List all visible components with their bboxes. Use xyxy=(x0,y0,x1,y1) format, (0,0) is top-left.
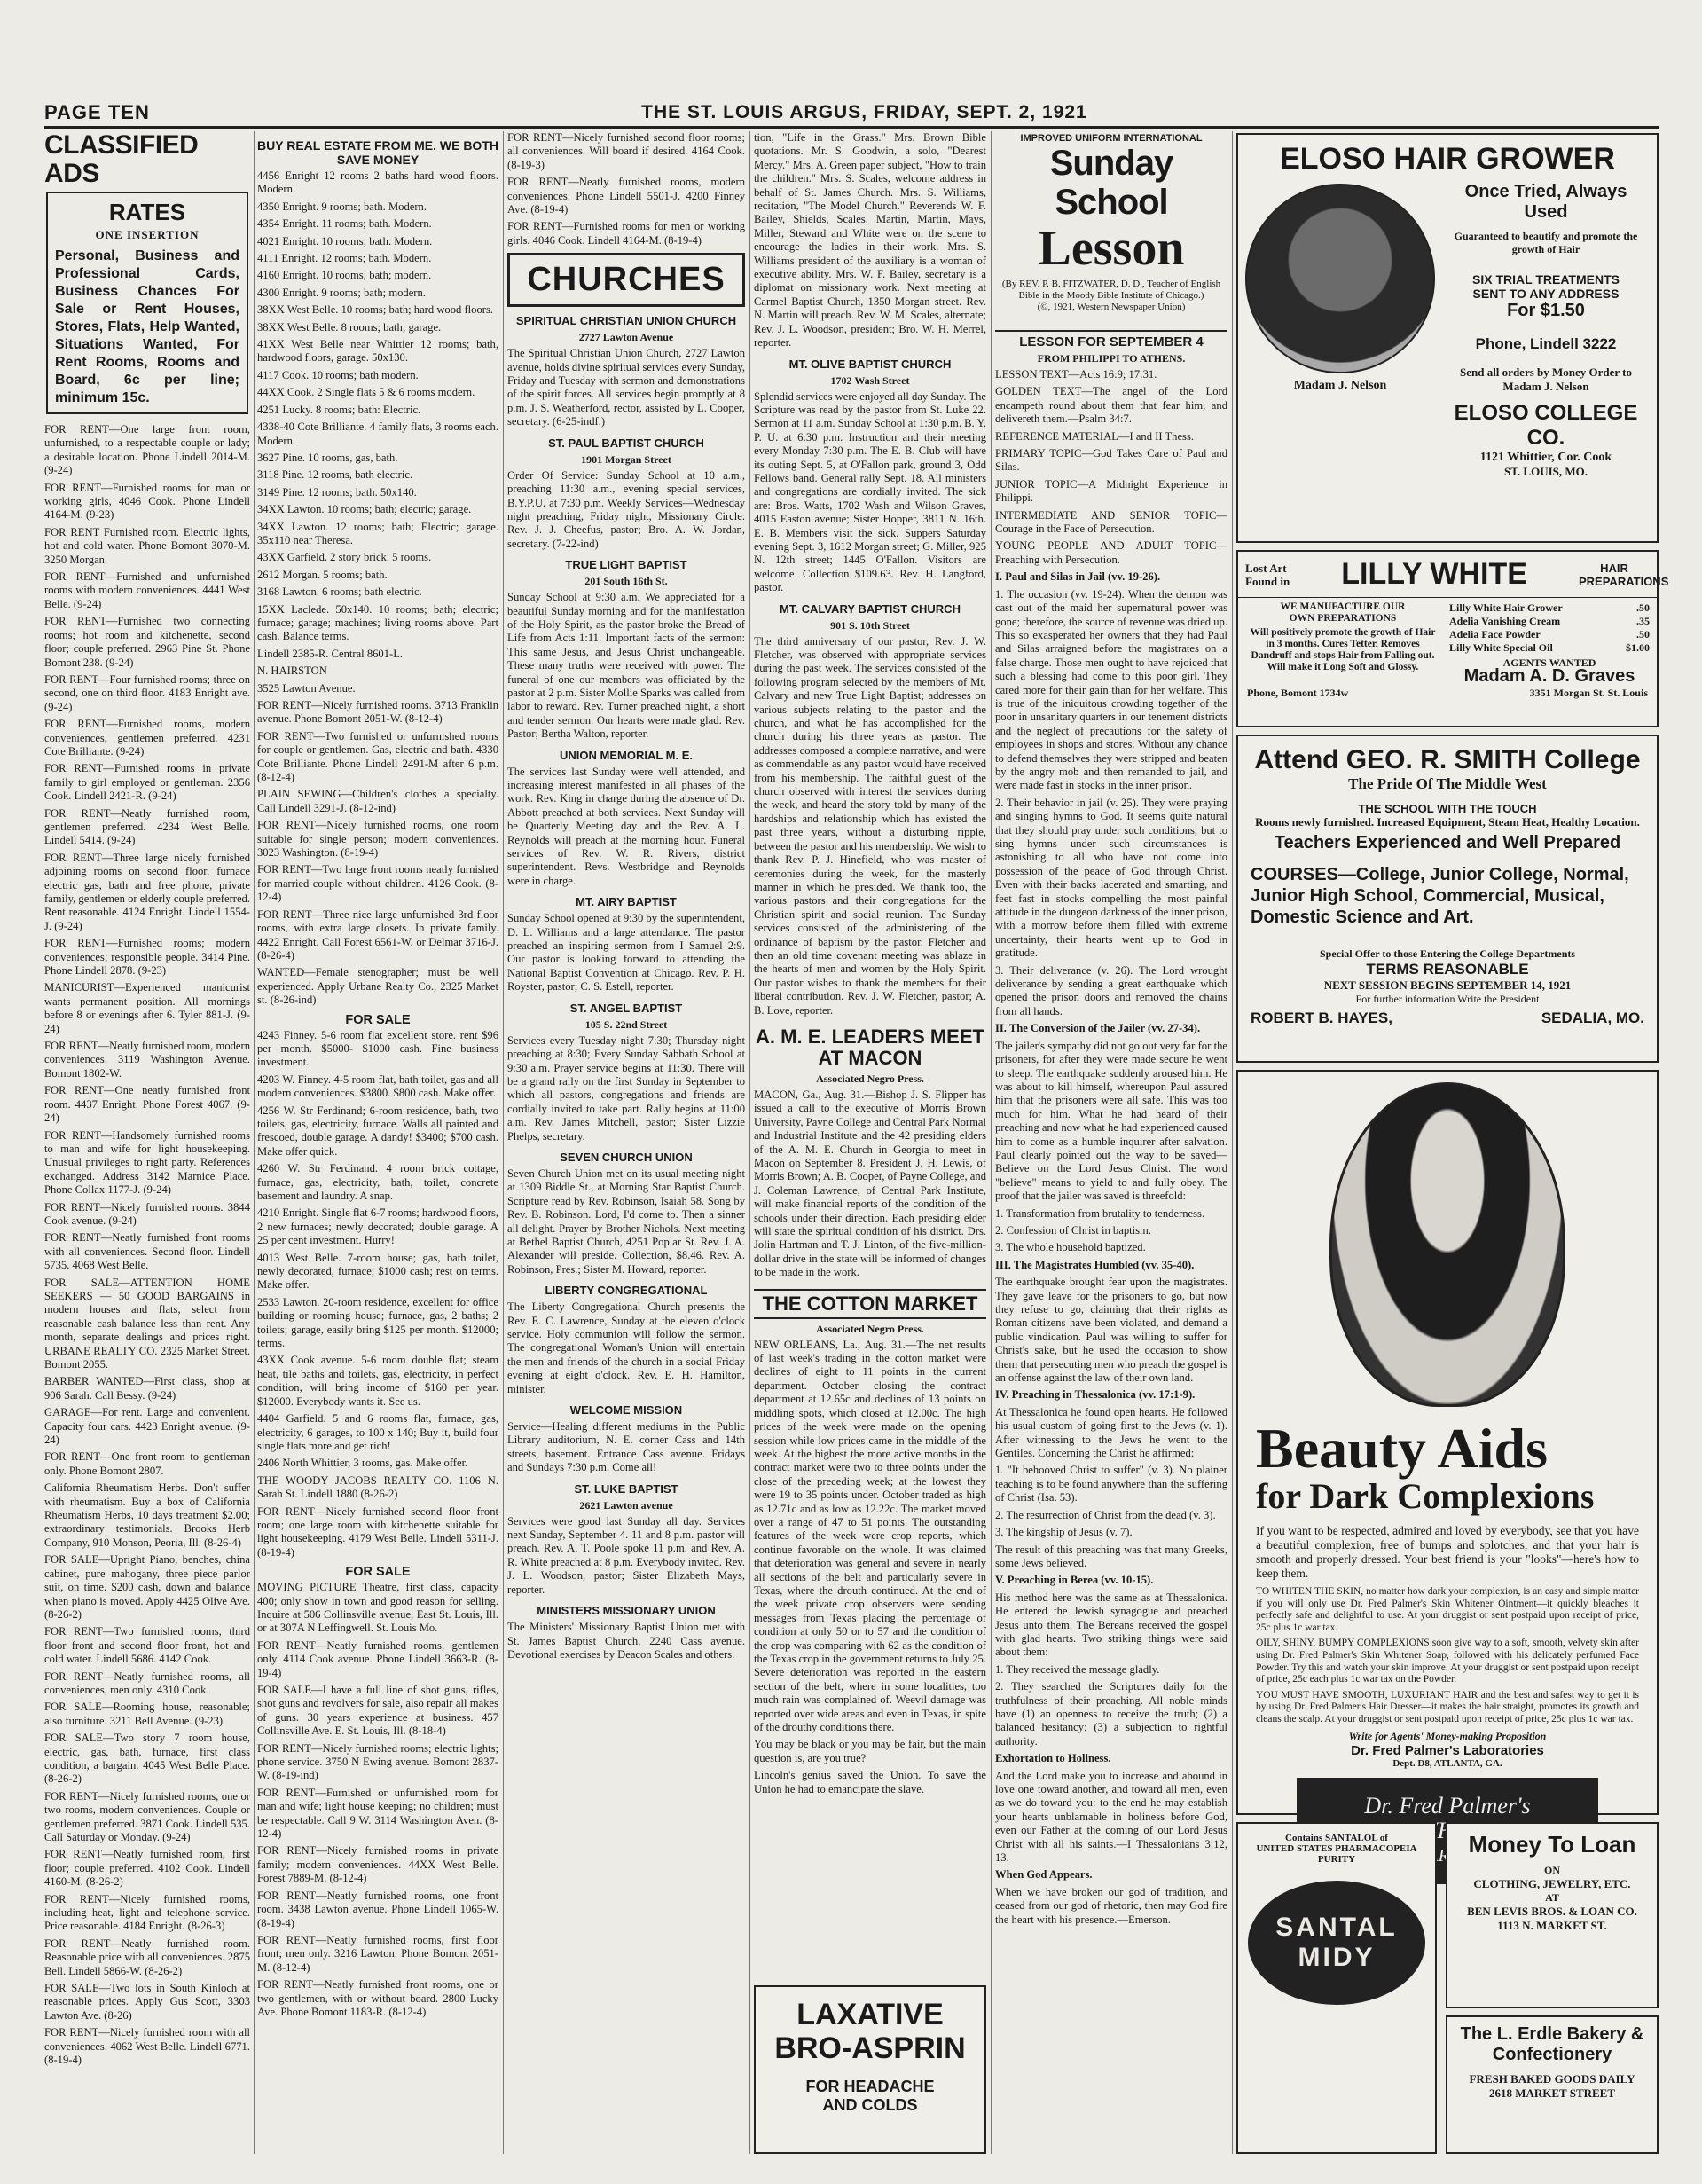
church-text: Services were good last Sunday all day. Services next Sunday, September 4. 11 and 8 p.m. pastor will preach. Rev. A. T. Poole spoke 11 p.m. and Rev. A. R. White preached at 8 p.m. Everybody invited. Rev. J. L. Woodson, pastor; Sister Elizabeth Mays, reporter. xyxy=(507,1514,745,1596)
eloso-phone: Phone, Lindell 3222 xyxy=(1475,335,1617,352)
church-address: 105 S. 22nd Street xyxy=(584,1017,668,1031)
forsale-item: 2406 North Whittier, 3 rooms, gas. Make offer. xyxy=(257,1457,468,1470)
realestate-listing: 4160 Enright. 10 rooms; bath; modern. xyxy=(257,269,432,282)
money-l2: CLOTHING, JEWELRY, ETC. xyxy=(1473,1877,1631,1890)
beauty-p1: TO WHITEN THE SKIN, no matter how dark your complexion, is an easy and simple matter if you will only use Dr. Fred Palmer's Skin Whitener Ointment—it quickly bleaches it perfectly safe and delightful to use. At your druggist or sent postpaid upon receipt of price, 25c plus 1c war tax. xyxy=(1256,1586,1639,1633)
lilly-phone: Phone, Bomont 1734w xyxy=(1247,687,1349,699)
forsale-item: 4260 W. Str Ferdinand. 4 room brick cottage, furnace, gas, electricity, bath, toilet, concrete basement and laundry. A snap. xyxy=(257,1162,498,1202)
laxative-line2: BRO-ASPRIN xyxy=(774,2031,966,2065)
ss-copyright: (©, 1921, Western Newspaper Union) xyxy=(1037,302,1186,312)
realestate-listing: 4354 Enright. 11 rooms; bath. Modern. xyxy=(257,217,432,231)
lesson-paragraph: 2. The resurrection of Christ from the dead (v. 3). xyxy=(995,1508,1216,1521)
church-name: ST. PAUL BAPTIST CHURCH xyxy=(548,436,704,450)
realestate-listing: 3525 Lawton Avenue. xyxy=(257,681,356,695)
forsale2-item: FOR SALE—I have a full line of shot guns, rifles, shot guns and revolvers for sale, also repair all makes of guns. 30 years experience at business. 457 Collinsville Ave. E. St. Louis, Ill. (8-18-4) xyxy=(257,1684,498,1738)
church-list xyxy=(507,314,745,1662)
classified-heading: CLASSIFIED ADS xyxy=(44,131,199,188)
realestate-listing: Lindell 2385-R. Central 8601-L. xyxy=(257,647,404,660)
sunday-school-column xyxy=(995,323,1227,2154)
lesson-paragraph: Exhortation to Holiness. xyxy=(995,1752,1111,1765)
eloso-offer2: SENT TO ANY ADDRESS xyxy=(1472,287,1620,301)
lilly-product-row xyxy=(1449,628,1650,641)
classified-ad: FOR RENT—One large front room, unfurnished, to a respectable couple or lady; a desirable location. Phone Lindell 2014-M. (9-24) xyxy=(44,423,250,477)
lesson-paragraph: GOLDEN TEXT—The angel of the Lord encampeth round about them that fear him, and delivereth them.—Psalm 34:7. xyxy=(995,385,1227,426)
lesson-paragraph: 1. Transformation from brutality to tenderness. xyxy=(995,1206,1205,1220)
classified-ad: FOR RENT—Neatly furnished room, first floor; couple preferred. 4102 Cook. Lindell 4160-M. (8-26-2) xyxy=(44,1848,250,1889)
lesson-paragraph: At Thessalonica he found open hearts. He followed his usual custom of going first to the Jews (v. 1). After witnessing to the Jews he went to the Gentiles. Concerning the Christ he affirmed: xyxy=(995,1405,1227,1460)
beauty-p3: YOU MUST HAVE SMOOTH, LUXURIANT HAIR and the best and safest way to get it is by using Dr. Fred Palmer's Hair Dresser—it makes the hair straight, promotes its growth and cleans the scalp. At your druggist or sent postpaid upon receipt of price, 25c plus 1c war tax. xyxy=(1256,1689,1639,1724)
rates-text: Personal, Business and Professional Cards, Business Chances For Sale or Rent Houses, Stores, Flats, Help Wanted, Situations Wanted, For Rent Rooms, Rooms and Board, 6c per line; minimum 15c. xyxy=(55,248,239,405)
classified-ad: FOR SALE—ATTENTION HOME SEEKERS — 50 GOOD BARGAINS in modern houses and flats, select from reasonable cash balance less than rent. Any month, separate dealings and prices right. URBANE REALTY CO. 2325 Market Street. Bomont 2055. xyxy=(44,1276,250,1371)
beauty-title1: Beauty Aids xyxy=(1256,1417,1548,1480)
church-address: 1901 Morgan Street xyxy=(581,452,671,466)
portrait-photo-icon xyxy=(1245,184,1435,373)
classified-ad: MANICURIST—Experienced manicurist wants permanent position. All mornings before 8 or evenings after 6. Tyler 881-J. (9-24) xyxy=(44,981,250,1035)
lesson-paragraph: V. Preaching in Berea (vv. 10-15). xyxy=(995,1574,1154,1587)
santal-line1: Contains SANTALOL of xyxy=(1285,1833,1388,1843)
cotton-heading: THE COTTON MARKET xyxy=(754,1289,986,1319)
section-address: 1702 Wash Street xyxy=(830,373,910,387)
page-number: PAGE TEN xyxy=(44,101,150,123)
lincoln-text: Lincoln's genius saved the Union. To save the Union he had to emancipate the slave. xyxy=(754,1769,986,1795)
classified-list xyxy=(44,423,250,2068)
lesson-paragraph: 3. The whole household baptized. xyxy=(995,1241,1146,1254)
lesson-title: FROM PHILIPPI TO ATHENS. xyxy=(1037,352,1186,365)
eloso-guarantee: Guaranteed to beautify and promote the growth of Hair xyxy=(1454,230,1638,255)
eloso-ad xyxy=(1236,133,1659,543)
lilly-agents: AGENTS WANTED xyxy=(1502,656,1596,669)
ss-title1: Sunday School xyxy=(1049,144,1173,222)
eloso-tagline: Once Tried, Always Used xyxy=(1464,182,1627,222)
forsale2-heading: FOR SALE xyxy=(345,1565,411,1580)
forsale2-item: FOR RENT—Neatly furnished rooms, first floor front; men only. 3216 Lawton. Phone Bomont 2051-M. (8-12-4) xyxy=(257,1933,498,1974)
money-l3: AT xyxy=(1545,1891,1559,1904)
smith-title: Attend GEO. R. SMITH College xyxy=(1254,745,1641,774)
realestate-ad: FOR RENT—Two furnished or unfurnished rooms for couple or gentlemen. Gas, electric and bath. 4330 Cote Brilliante. Phone Lindell 2491-M after 6 p.m. (8-12-4) xyxy=(257,729,498,784)
lesson-text xyxy=(995,368,1227,1927)
ame-text: MACON, Ga., Aug. 31.—Bishop J. S. Flipper has issued a call to the executive of Morris Brown University, Payne College and Central Park Normal and Industrial Institute and the 42 presiding elders of the A. M. E. Church in Georgia to meet in Macon on September 8. President J. H. Lewis, of Morris Brown; A. B. Cooper, of Payne College, and J. Coleman Lawrence, of Central Park Institute, will make financial reports of the condition of the schools under their direction. Each presiding elder will state the spiritual condition of his district. Drs. Jolin Hartman and T. J. Linton, of the five-million-dollar drive in the state will be informed of changes to be made in the work. xyxy=(754,1088,986,1279)
church-text: Services every Tuesday night 7:30; Thursday night preaching at 8:30; Every Sunday Sabbath School at 9:30 a.m. Prayer service begins at 11:30. There will be a grand rally on the first Sunday in September to which all pastors, congregations and friends are cordially invited to take part. Rally begins at 11:00 a.m. Rev. James Mitchell, pastor; Sister Lizzie Phelps, secretary. xyxy=(507,1033,745,1143)
classified-ad: FOR SALE—Two story 7 room house, electric, gas, bath, furnace, first class condition, a bargain. 4045 West Belle Place. (8-26-2) xyxy=(44,1732,250,1786)
classified-ad: FOR RENT—One front room to gentleman only. Phone Bomont 2807. xyxy=(44,1450,250,1477)
news-column xyxy=(754,131,986,1976)
church-name: ST. LUKE BAPTIST xyxy=(574,1481,678,1496)
realestate-listings xyxy=(257,169,498,695)
lesson-paragraph: When God Appears. xyxy=(995,1868,1093,1882)
classified-ad: FOR RENT—Furnished rooms in private family to girl employed or gentleman. 2356 Cook. Lindell 2421-R. (9-24) xyxy=(44,762,250,803)
box-line1: Dr. Fred Palmer's xyxy=(1364,1792,1531,1819)
church-text: The Liberty Congregational Church presents the Rev. E. C. Lawrence, Sunday at the eleven o'clock service. Holy communion will follow the sermon. The congregational Woman's Union will entertain the men and friends of the church in a social Friday evening at eight o'clock. Rev. E. H. Hamilton, minister. xyxy=(507,1300,745,1395)
realestate-listing: 3149 Pine. 12 rooms; bath. 50x140. xyxy=(257,485,417,499)
beauty-intro: If you want to be respected, admired and loved by everybody, see that you have a beautiful complexion, free of bumps and splotches, and that your hair is smooth and properly dressed. Your best friend is your "looks"—here's how to keep them. xyxy=(1256,1524,1639,1580)
smith-info: For further information Write the President xyxy=(1355,993,1540,1005)
lesson-paragraph: 2. Confession of Christ in baptism. xyxy=(995,1223,1151,1237)
smith-teachers: Teachers Experienced and Well Prepared xyxy=(1274,833,1621,852)
church-name: MINISTERS MISSIONARY UNION xyxy=(537,1604,716,1618)
forsale2-item: MOVING PICTURE Theatre, first class, capacity 400; only show in town and good reason for selling. Inquire at 506 Collinsville avenue, East St. Louis, Ill. or at 307A N Leffingwell. St. Louis Mo. xyxy=(257,1581,498,1635)
lesson-paragraph: When we have broken our god of tradition, and ceased from our god of rhetoric, then may God fire the heart with his presence.—Emerson. xyxy=(995,1885,1227,1926)
realestate-ad: FOR RENT—Three nice large unfurnished 3rd floor rooms, with extra large closets. In private family. 4422 Enright. Call Forest 6561-W, or Delmar 3716-J. (8-26-4) xyxy=(257,907,498,962)
money-l4: BEN LEVIS BROS. & LOAN CO. xyxy=(1467,1905,1637,1918)
forsale2-item: FOR RENT—Neatly furnished rooms, gentlemen only. 4114 Cook avenue. Phone Lindell 3663-R. (8-19-4) xyxy=(257,1638,498,1679)
classified-ad: California Rheumatism Herbs. Don't suffer with rheumatism. Buy a box of California Rheumatism Herbs, 10 days treatment $2.00; extraordinary testimonials. Brooks Herb Company, 910 Monson, Peoria, Ill. (8-26-4) xyxy=(44,1481,250,1549)
church-top-ads xyxy=(507,131,745,247)
realestate-ad: WANTED—Female stenographer; must be well experienced. Apply Urbane Realty Co., 2325 Market st. (8-26-ind) xyxy=(257,966,498,1007)
realestate-listing: 34XX Lawton. 12 rooms; bath; Electric; garage. 35x110 near Theresa. xyxy=(257,520,498,546)
laxative-line3: FOR HEADACHE xyxy=(805,2078,935,2095)
column-rule xyxy=(254,131,255,2154)
forsale-item: 43XX Cook avenue. 5-6 room double flat; steam heat, tile baths and toilets, gas, electricity, in perfect condition, will bring income of $160 per year. $12000. Everybody wants it. See us. xyxy=(257,1354,498,1408)
realestate-listing: 4111 Enright. 12 rooms; bath. Modern. xyxy=(257,252,432,265)
forsale-item: 4256 W. Str Ferdinand; 6-room residence, bath, two toilets, gas, electricity, furnace. Walls all painted and frescoed, double garage. A dandy! $3400; $700 cash. Make offer quick. xyxy=(257,1104,498,1158)
lilly-product-price: .35 xyxy=(1636,615,1650,627)
lilly-white-ad xyxy=(1236,550,1669,727)
lesson-paragraph: INTERMEDIATE AND SENIOR TOPIC—Courage in the Face of Persecution. xyxy=(995,508,1227,536)
santal-midy-ad xyxy=(1236,1822,1437,2154)
classified-ad: FOR RENT—Handsomely furnished rooms to man and wife for light housekeeping. Unusual privileges to right party. References exchanged. Address 3142 Marnice Place. Phone Collax 1177-J. (9-24) xyxy=(44,1128,250,1197)
realestate-ad: PLAIN SEWING—Children's clothes a specialty. Call Lindell 3291-J. (8-12-ind) xyxy=(257,788,498,814)
lesson-paragraph: 1. They received the message gladly. xyxy=(995,1662,1160,1676)
church-text: Sunday School opened at 9:30 by the superintendent, D. L. Williams and a large attendance. The pastor preached an inspiring sermon from I Samuel 2:9. Our pastor is looking forward to attending the National Baptist Convention at Chicago. Rev. P. H. Royster, pastor; C. S. Estell, reporter. xyxy=(507,912,745,994)
lilly-product-list xyxy=(1449,601,1650,655)
laxative-ad xyxy=(754,1985,986,2154)
lesson-paragraph: II. The Conversion of the Jailer (vv. 27-34). xyxy=(995,1022,1201,1035)
classified-column xyxy=(44,131,250,2154)
church-top-ad: FOR RENT—Furnished rooms for men or working girls. 4046 Cook. Lindell 4164-M. (8-19-4) xyxy=(507,220,745,247)
church-name: SPIRITUAL CHRISTIAN UNION CHURCH xyxy=(515,314,737,328)
forsale-item: 4404 Garfield. 5 and 6 rooms flat, furnace, gas, electricity, 6 garages, to 100 x 140; Buy it, build four single flats more and get rich! xyxy=(257,1412,498,1452)
cotton-byline: Associated Negro Press. xyxy=(816,1322,924,1335)
classified-ad: FOR RENT—Furnished rooms; modern conveniences; responsible people. 3414 Pine. Phone Lindell 2878. (9-23) xyxy=(44,937,250,978)
forsale-item: FOR RENT—Nicely furnished second floor front room; one large room with kitchenette suitable for light housekeeping. 4179 West Belle. Lindell 5311-J. (8-19-4) xyxy=(257,1504,498,1559)
lilly-product-price: $1.00 xyxy=(1626,641,1650,654)
classified-ad: FOR RENT—Neatly furnished room. Reasonable price with all conveniences. 2875 Bell. Lindell 5866-W. (8-26-2) xyxy=(44,1937,250,1977)
santal-line2: UNITED STATES PHARMACOPEIA xyxy=(1256,1843,1417,1854)
lilly-product-name: Adelia Vanishing Cream xyxy=(1449,615,1561,627)
lesson-paragraph: The result of this preaching was that many Greeks, some Jews believed. xyxy=(995,1543,1227,1569)
church-name: SEVEN CHURCH UNION xyxy=(560,1150,693,1164)
lilly-address: 3351 Morgan St. St. Louis xyxy=(1529,687,1648,699)
lesson-paragraph: LESSON TEXT—Acts 16:9; 17:31. xyxy=(995,368,1157,381)
forsale-list xyxy=(257,1029,498,1560)
lilly-title: LILLY WHITE xyxy=(1341,557,1527,591)
church-name: WELCOME MISSION xyxy=(569,1403,683,1418)
lesson-paragraph: 3. Their deliverance (v. 26). The Lord wrought deliverance by sending a great earthquake which opened the prison doors and removed the chains from all hands. xyxy=(995,963,1227,1017)
lesson-paragraph: 2. They searched the Scriptures daily for the truthfulness of their preaching. All noble minds have (1) an openness to receive the truth; (2) a balanced hesitancy; (3) a subjection to rightful authority. xyxy=(995,1680,1227,1748)
smith-session: NEXT SESSION BEGINS SEPTEMBER 14, 1921 xyxy=(1323,978,1572,992)
lesson-paragraph: 1. "It behooved Christ to suffer" (v. 3). No plainer teaching is to be found anywhere than the suffering of Christ (Isa. 53). xyxy=(995,1464,1227,1504)
smith-terms: TERMS REASONABLE xyxy=(1366,961,1529,978)
realestate-ad: FOR RENT—Nicely furnished rooms. 3713 Franklin avenue. Phone Bomont 2051-W. (8-12-4) xyxy=(257,699,498,726)
classified-ad: FOR RENT—Neatly furnished room, gentlemen preferred. 4234 West Belle. Lindell 5414. (9-24) xyxy=(44,806,250,847)
smith-rooms: Rooms newly furnished. Increased Equipment, Steam Heat, Healthy Location. xyxy=(1255,815,1640,829)
classified-ad: FOR RENT—Neatly furnished front rooms with all conveniences. Second floor. Lindell 5735. 4068 West Belle. xyxy=(44,1231,250,1272)
column-rule xyxy=(1232,131,1233,2154)
column-rule xyxy=(503,131,504,2154)
laxative-line1: LAXATIVE xyxy=(796,1998,944,2031)
classified-ad: FOR RENT—Furnished and unfurnished rooms with modern conveniences. 4441 West Belle. (9-24) xyxy=(44,570,250,610)
eloso-order: Send all orders by Money Order to Madam J. Nelson xyxy=(1459,365,1633,393)
erdle-l1: FRESH BAKED GOODS DAILY xyxy=(1469,2072,1635,2086)
realestate-listing: 4456 Enright 12 rooms 2 baths hard wood floors. Modern xyxy=(257,169,498,196)
classified-ad: FOR RENT—Nicely furnished rooms, including heat, light and telephone service. Price reasonable. 4184 Enright. (8-26-3) xyxy=(44,1892,250,1933)
eloso-company: ELOSO COLLEGE CO. xyxy=(1454,401,1638,450)
realestate-listing: 41XX West Belle near Whittier 12 rooms; bath, hardwood floors, garage. 50x130. xyxy=(257,338,498,365)
ame-byline: Associated Negro Press. xyxy=(816,1072,924,1085)
erdle-l2: 2618 MARKET STREET xyxy=(1488,2086,1616,2100)
forsale-item: THE WOODY JACOBS REALTY CO. 1106 N. Sarah St. Lindell 1880 (8-26-2) xyxy=(257,1473,498,1501)
realestate-listing: 4251 Lucky. 8 rooms; bath: Electric. xyxy=(257,403,421,416)
church-address: 201 South 16th St. xyxy=(584,575,668,588)
smith-president: ROBERT B. HAYES, xyxy=(1251,1010,1392,1026)
santal-capsule-icon xyxy=(1248,1881,1425,2005)
eloso-offer1: SIX TRIAL TREATMENTS xyxy=(1472,272,1620,287)
beauty-aids-ad xyxy=(1236,1070,1659,1819)
section-text: Splendid services were enjoyed all day Sunday. The Scripture was read by the pastor from St. Luke 22. Sermon at 11 a.m. Sunday School at 1:30 p.m. B. Y. P. U. at 6:30 p.m. Instruction and their meeting every Monday 7:30 p.m. The E. B. Club will have its outing Sept. 5, at O'Fallon park, ground 3, Odd Fellows band. General rally Sept. 18. All ministers and congregations are cordially invited. The sick are: Bros. Watts, 1702 Wash and Wilson Graves, 4015 Easton avenue; Sister Hopper, 3811 N. 16th. E. B. Members visit the sick. Suppers Saturday evening Sept. 3, 1612 Morgan street; G. Miller, 925 N. 12th street; 1445 O'Fallon. Visitors are welcome. Collection $109.63. Rev. H. Langford, pastor. xyxy=(754,389,986,594)
lesson-paragraph: The earthquake brought fear upon the magistrates. They gave leave for the prisoners to go, but now they refuse to go, claiming that their rights as Roman citizens have been violated, and demand a public vindication. Paul was willing to suffer for Christ's sake, but he used the occasion to show them that persecuting men who preach the gospel is an offense against the law of their own land. xyxy=(995,1276,1227,1385)
ss-byline: (By REV. P. B. FITZWATER, D. D., Teacher of English Bible in the Moody Bible Institute of Chicago.) xyxy=(1001,279,1221,301)
santal-oval2: MIDY xyxy=(1298,1943,1376,1972)
forsale2-item: FOR RENT—Nicely furnished rooms in private family; modern conveniences. 44XX West Belle. Forest 7889-M. (8-12-4) xyxy=(257,1844,498,1885)
classified-ad: FOR SALE—Upright Piano, benches, china cabinet, pure mahogany, three piece parlor suit, on time. $200 cash, down and balance when piano is moved. Apply 4425 Olive Ave. (8-26-2) xyxy=(44,1553,250,1621)
lilly-claim1: WE MANUFACTURE OUR xyxy=(1280,601,1406,612)
eloso-caption: Madam J. Nelson xyxy=(1293,379,1387,392)
classified-ad: FOR RENT—Furnished rooms, modern conveniences, gentlemen preferred. 4231 Cote Brilliante. (9-24) xyxy=(44,718,250,758)
realestate-listing: N. HAIRSTON xyxy=(257,664,327,678)
smith-city: SEDALIA, MO. xyxy=(1541,1010,1644,1026)
eloso-address: 1121 Whittier, Cor. Cook xyxy=(1479,451,1612,464)
rates-subtitle: ONE INSERTION xyxy=(95,228,200,241)
classified-ad: FOR RENT—Neatly furnished room, modern conveniences. 3119 Washington Avenue. Bomont 1802-W. xyxy=(44,1040,250,1080)
church-top-ad: FOR RENT—Nicely furnished second floor rooms; all conveniences. Will board if desired. 4164 Cook. (8-19-3) xyxy=(507,131,745,171)
church-name: ST. ANGEL BAPTIST xyxy=(569,1001,683,1015)
erdle-title: The L. Erdle Bakery & Confectionery xyxy=(1460,2024,1644,2064)
lesson-paragraph: His method here was the same as at Thessalonica. He entered the Jewish synagogue and preached Jesus unto them. The Bereans received the gospel with glad hearts. Two striking things were said about them: xyxy=(995,1591,1227,1659)
church-text: The Ministers' Missionary Baptist Union met with St. James Baptist Church, 2240 Cass avenue. Devotional exercises by Deacon Scales and others. xyxy=(507,1621,745,1661)
realestate-listing: 34XX Lawton. 10 rooms; bath; electric; garage. xyxy=(257,503,472,516)
forsale2-item: FOR RENT—Nicely furnished rooms; electric lights; phone service. 3750 N Ewing avenue. Bomont 2837-W. (8-19-ind) xyxy=(257,1741,498,1782)
classified-ad: FOR RENT Furnished room. Electric lights, hot and cold water. Phone Bomont 3070-M. 3250 Morgan. xyxy=(44,525,250,566)
lesson-paragraph: 3. The kingship of Jesus (v. 7). xyxy=(995,1526,1133,1539)
churches-column xyxy=(507,131,745,2154)
forsale2-item: FOR RENT—Furnished or unfurnished room for man and wife; light house keeping; no children; must be respectable. Call 9 W. 3114 Washington Aven. (8-12-4) xyxy=(257,1786,498,1841)
forsale-item: 4013 West Belle. 7-room house; gas, bath toilet, newly decorated, furnace; $1000 cash; rest on terms. Make offer. xyxy=(257,1251,498,1292)
beauty-title2: for Dark Complexions xyxy=(1256,1476,1595,1516)
lilly-product-price: .50 xyxy=(1636,628,1650,640)
church-name: LIBERTY CONGREGATIONAL xyxy=(545,1284,708,1298)
erdle-bakery-ad xyxy=(1446,2015,1659,2154)
eloso-price: For $1.50 xyxy=(1507,301,1585,320)
forsale2-item: FOR RENT—Neatly furnished rooms, one front room. 3438 Lawton avenue. Phone Lindell 1065-W. (8-19-4) xyxy=(257,1889,498,1929)
cotton-text: NEW ORLEANS, La., Aug. 31.—The net results of last week's trading in the cotton market were declines of eight to 11 points in the current department. October closing the contract department at 12.65c and declines of 13 points on middling spots, which closed at 12.00c. The high prices of the week were made on the opening session while low prices came in the middle of the week. At the highest the more active months in the contract market were two to three points under the close of the preceding week; at the lowest they were 19 to 35 points under. October traded as high as 12.71c and as low as 12.22c. The market moved over a range of 47 to 51 points. The outstanding features of the week were crop reports, which continue favorable on the whole. It was claimed that deterioration was general and severe in nearly all sections of the belt and particularly severe in Texas, where the drouth continued. At the end of the week private crop observers were sending messages from Texas placing the percentage of condition at only 50 or to 57 and the condition of the crop was comparing with 62 as the condition of the Texas crop in the government returns to July 25. Severe deterioration was reported in the eastern section of the belt, where in some localities, too much rain was complained of. Weevil damage was reported over wide areas and even in Texas, in spite of the drouthy conditions there. xyxy=(754,1338,986,1734)
news-sections xyxy=(754,357,986,1017)
cotton-end: You may be black or you may be fair, but the main question is, are you true? xyxy=(754,1738,986,1764)
lesson-paragraph: JUNIOR TOPIC—A Midnight Experience in Philippi. xyxy=(995,477,1227,505)
news-intro: tion, "Life in the Grass." Mrs. Brown Bible quotations. Mr. S. Goodwin, a solo, "Dearest Mercy." Mrs. A. Green paper subject, "How to train the children." Mrs. S. Scales, welcome address in behalf of St. James Church. Mrs. S. Williams, recitation, "The Model Church." Reverends W. F. Bailey, Shields, Scales, Martin, Martin, Mays, Miller, Steward and White were on the scene to encourage the ladies in their work. Mrs. S. Williams president of the auxiliary is a woman of executive ability. Mrs. W. F. Bailey, secretary is a diplomat on missionary work. Next meeting at Carmel Baptist Church, 1350 Morgan street. Rev. N. Martin will preach. Rev. W. M. Scales, alternate; Rev. J. L. Woodson, president; Bro. W. H. Merrel, reporter. xyxy=(754,131,986,350)
classified-ad: FOR RENT—Four furnished rooms; three on second, one on third floor. 4183 Enright ave. (9-24) xyxy=(44,672,250,713)
realestate-ad: FOR RENT—Nicely furnished rooms, one room suitable for single person; modern conveniences. 3023 Washington. (8-19-4) xyxy=(257,819,498,860)
lesson-paragraph: 1. The occasion (vv. 19-24). When the demon was cast out of the maid her supernatural power was gone; therefore, the source of revenue was dried up. This so exasperated her owners that they had Paul and Silas arraigned before the magistrates on a false charge. Those men ought to have rejoiced that such a blessing had come to this poor girl. They cared more for their gain than for her welfare. This is true of the iniquitous crowding together of the poor in unsanitary quarters in our tenement districts and the neglect of precautions for the safety of employees in shops and stores. Without any chance to defend themselves they were stripped and beaten by the angry mob and then remanded to jail, and were made fast in stocks in the inner prison. xyxy=(995,587,1227,792)
lilly-product-name: Adelia Face Powder xyxy=(1449,628,1541,640)
lilly-claim2: OWN PREPARATIONS xyxy=(1289,613,1397,624)
realestate-listing: 44XX Cook. 2 Single flats 5 & 6 rooms modern. xyxy=(257,386,475,399)
forsale-item: 4210 Enright. Single flat 6-7 rooms; hardwood floors, 2 new furnaces; newly decorated; double garage. A 25 per cent investment. Hurry! xyxy=(257,1206,498,1247)
lesson-paragraph: III. The Magistrates Humbled (vv. 35-40). xyxy=(995,1258,1195,1271)
ss-kicker: IMPROVED UNIFORM INTERNATIONAL xyxy=(1020,133,1203,144)
santal-oval1: SANTAL xyxy=(1275,1913,1398,1942)
realestate-ads xyxy=(257,699,498,1008)
column-rule xyxy=(991,131,992,2154)
sunday-school-header xyxy=(995,133,1227,319)
church-name: TRUE LIGHT BAPTIST xyxy=(565,558,687,572)
realestate-listing: 4021 Enright. 10 rooms; bath. Modern. xyxy=(257,234,433,247)
lilly-title2: HAIR PREPARATIONS xyxy=(1579,561,1669,588)
classified-ad: FOR RENT—Furnished rooms for man or working girls, 4046 Cook. Phone Lindell 4164-M. (9-23) xyxy=(44,481,250,522)
ss-title2: Lesson xyxy=(1038,221,1185,276)
church-text: Sunday School at 9:30 a.m. We appreciated for a beautiful Sunday morning and for the manifestation of the Holy Spirit, as the pastor broke the Bread of Life from Acts 1:11. Important facts of the sermon: This same Jesus, and Jesus Christ unchangeable. These many truths were received with power. The funeral of one our members was officiated by the pastor at 2 p.m. Sister Mollie Sparks was called from labor to reward. Rev. Turner preached night, a short and tender sermon. Our hearts were made glad. Rev. Pastor; Bertha Walton, reporter. xyxy=(507,591,745,741)
church-name: MT. AIRY BAPTIST xyxy=(576,895,677,909)
masthead xyxy=(44,99,1659,129)
lesson-paragraph: I. Paul and Silas in Jail (vv. 19-26). xyxy=(995,570,1161,584)
classified-ad: FOR SALE—Two lots in South Kinloch at reasonable prices. Apply Gus Scott, 3303 Lawton Ave. (8-26) xyxy=(44,1982,250,2022)
classified-ad: FOR RENT—Nicely furnished rooms, one or two rooms, modern conveniences. Couple or gentlemen preferred. 3871 Cook. Lindell 535. Call Saturday or Monday. (9-24) xyxy=(44,1789,250,1843)
church-address: 2621 Lawton avenue xyxy=(579,1498,673,1512)
forsale-heading: FOR SALE xyxy=(345,1012,411,1027)
classified-ad: FOR RENT—Three large nicely furnished adjoining rooms on second floor, furnace electric gas, bath and free phone, private family, gentlemen or elderly couple preferred. Rent reasonable. 4124 Enright. Lindell 1554-J. (9-24) xyxy=(44,851,250,932)
classified-ad: BARBER WANTED—First class, shop at 906 Sarah. Call Bessy. (9-24) xyxy=(44,1375,250,1402)
classified-ad: GARAGE—For rent. Large and convenient. Capacity four cars. 4423 Enright avenue. (9-24) xyxy=(44,1406,250,1447)
realestate-listing: 4338-40 Cote Brilliante. 4 family flats, 3 rooms each. Modern. xyxy=(257,420,498,447)
money-l1: ON xyxy=(1544,1864,1560,1876)
money-title: Money To Loan xyxy=(1468,1831,1636,1858)
realestate-listing: 3118 Pine. 12 rooms, bath electric. xyxy=(257,468,413,482)
beauty-p2: OILY, SHINY, BUMPY COMPLEXIONS soon give way to a soft, smooth, velvety skin after using Dr. Fred Palmer's Skin Whitener Soap, followed with his delicately perfumed Face Powder. Try this and watch your skin improve. At your druggist or sent postpaid upon receipt of price, 25c each plus 1c war tax on the Powder. xyxy=(1256,1638,1639,1685)
woman-portrait-illustration xyxy=(1329,1082,1565,1407)
church-text: The services last Sunday were well attended, and increasing interest manifested in all phases of the work. Rev. King in charge during the absence of Dr. Abbott preached at both services. Next Sunday will be Quarterly Meeting day and the Rev. A. L. Reynolds will preach at the morning hour. Funeral services of Rev. W. R. Rivers, district superintendent. Revs. Westbridge and Reynolds were in charge. xyxy=(507,765,745,887)
realestate-listing: 2612 Morgan. 5 rooms; bath. xyxy=(257,568,388,581)
rates-title: RATES xyxy=(108,199,186,225)
classified-ad: FOR RENT—Neatly furnished rooms, all conveniences, men only. 4310 Cook. xyxy=(44,1669,250,1696)
smith-pride: The Pride Of The Middle West xyxy=(1348,775,1547,792)
lilly-product-name: Lilly White Hair Grower xyxy=(1449,601,1563,614)
forsale-item: 4203 W. Finney. 4-5 room flat, bath toilet, gas and all modern conveniences. $3800. $800 cash. Make offer. xyxy=(257,1072,498,1100)
lilly-product-name: Lilly White Special Oil xyxy=(1449,641,1553,654)
column-rule xyxy=(749,131,750,2154)
money-l5: 1113 N. MARKET ST. xyxy=(1497,1919,1607,1932)
classified-ad: FOR RENT—Two furnished rooms, third floor front and second floor front, hot and cold water. Lindell 5686. 4142 Cook. xyxy=(44,1625,250,1666)
beauty-lab-address: Dept. D8, ATLANTA, GA. xyxy=(1392,1757,1502,1769)
forsale2-item: FOR RENT—Neatly furnished front rooms, one or two gentlemen, with or without board. 2800 Lucky Ave. Phone Bomont 1183-R. (8-12-4) xyxy=(257,1978,498,2018)
forsale2-list xyxy=(257,1581,498,2019)
lesson-paragraph: YOUNG PEOPLE AND ADULT TOPIC—Preaching with Persecution. xyxy=(995,539,1227,566)
realestate-listing: 4117 Cook. 10 rooms; bath modern. xyxy=(257,368,419,381)
lilly-claim3: Will positively promote the growth of Hair in 3 months. Cures Tetter, Removes Dandruff and stops Hair from Falling out. Will make it Long Soft and Glossy. xyxy=(1250,627,1436,672)
lilly-side1: Lost Art xyxy=(1245,561,1287,575)
laxative-line4: AND COLDS xyxy=(822,2096,918,2114)
lilly-name: Madam A. D. Graves xyxy=(1463,666,1635,686)
realestate-listing: 15XX Laclede. 50x140. 10 rooms; bath; electric; furnace; garage; machines; living rooms above. Part cash. Balance terms. xyxy=(257,602,498,643)
masthead-title: THE ST. LOUIS ARGUS, FRIDAY, SEPT. 2, 1921 xyxy=(641,102,1087,122)
realestate-listing: 38XX West Belle. 8 rooms; bath; garage. xyxy=(257,320,442,334)
lilly-product-row xyxy=(1449,615,1650,628)
smith-school: THE SCHOOL WITH THE TOUCH xyxy=(1358,802,1537,815)
lilly-product-row xyxy=(1449,641,1650,655)
realestate-listing: 3627 Pine. 10 rooms, gas, bath. xyxy=(257,451,398,464)
section-address: 901 S. 10th Street xyxy=(830,618,910,632)
rates-box xyxy=(46,192,248,414)
church-text: Service—Healing different mediums in the Public Library auditorium, N. E. corner Cass and 14th streets, basement. Entrance Cass avenue. Fridays and Sundays 7:30 p.m. Come all! xyxy=(507,1420,745,1474)
lesson-paragraph: And the Lord make you to increase and abound in love one toward another, and toward all men, even as we do toward you: to the end he may establish your hearts unblamable in holiness before God, even our Father at the coming of our Lord Jesus Christ with all his saints.—I Thessalonians 3:12, 13. xyxy=(995,1769,1227,1865)
smith-offer: Special Offer to those Entering the College Departments xyxy=(1319,947,1576,960)
beauty-lab: Dr. Fred Palmer's Laboratories xyxy=(1351,1742,1544,1758)
realestate-listing: 38XX West Belle. 10 rooms; bath; hard wood floors. xyxy=(257,303,493,317)
church-text: Order Of Service: Sunday School at 10 a.m., preaching 11:30 a.m., evening special services, B.Y.P.U. at 7:30 p.m. Weekly Services—Wednesday night preaching, Friday night, Missionary Circle. Rev. J. J. Cheefus, pastor; Bro. A. W. Jordan, secretary. (7-22-ind) xyxy=(507,468,745,550)
lilly-product-price: .50 xyxy=(1636,601,1650,614)
church-address: 2727 Lawton Avenue xyxy=(578,331,674,344)
smith-courses: COURSES—College, Junior College, Normal, Junior High School, Commercial, Musical, Domestic Science and Art. xyxy=(1251,865,1629,927)
ame-heading: A. M. E. LEADERS MEET AT MACON xyxy=(756,1025,984,1069)
realestate-heading: BUY REAL ESTATE FROM ME. WE BOTH SAVE MONEY xyxy=(257,138,498,167)
classified-ad: FOR SALE—Rooming house, reasonable; also furniture. 3211 Bell Avenue. (9-23) xyxy=(44,1701,250,1727)
classified-ad: FOR RENT—One neatly furnished front room. 4437 Enright. Phone Forest 4067. (9-24) xyxy=(44,1084,250,1125)
realestate-column xyxy=(257,131,498,2154)
church-top-ad: FOR RENT—Neatly furnished rooms, modern conveniences. Phone Lindell 5501-J. 4200 Finney Ave. (8-19-4) xyxy=(507,176,745,216)
churches-heading: CHURCHES xyxy=(507,253,745,307)
beauty-agents: Write for Agents' Money-making Proposition xyxy=(1348,1729,1547,1742)
money-loan-ad xyxy=(1446,1822,1659,2008)
classified-ad: FOR RENT—Nicely furnished rooms. 3844 Cook avenue. (9-24) xyxy=(44,1200,250,1227)
realestate-listing: 3168 Lawton. 6 rooms; bath electric. xyxy=(257,585,422,599)
eloso-title: ELOSO HAIR GROWER xyxy=(1280,142,1615,176)
forsale-item: 2533 Lawton. 20-room residence, excellent for office building or rooming house; furnace, gas, 2 baths; 2 toilets; garage, easily bring $125 per month. $12000; terms. xyxy=(257,1295,498,1350)
lilly-product-row xyxy=(1449,601,1650,615)
section-heading: MT. OLIVE BAPTIST CHURCH xyxy=(788,357,952,371)
section-text: The third anniversary of our pastor, Rev. J. W. Fletcher, was observed with appropriate services during the past week. The services consisted of the following program selected by the members of Mt. Calvary and new True Light Baptist; addresses on various subjects relating to the pastor and the church, and what he has accomplished for the church during his three years as pastor. The addresses composed a complete narrative, and were as commendable as any pastor would have received from his membership. The faithful guest of the church observed with interest the services during the week, and heard the story told by many of the hardships and relationship which has existed the past three years, without a disturbing ripple, between the pastor and his membership. We wish to thank Rev. P. J. Hinefield, who was master of ceremonies during the week, for the masterly manner in which he presided. We thank too, the various pastors and their congregations for the Christian spirit and social reunion. The Sunday services consisted of the administering of the ordinance of baptism by the pastor. Fletcher and then an old time covenant meeting was ablaze in the hearts of men and women by the Holy Spirit. Our pastor wishes to thank the members for their liberal contribution. Rev. J. W. Fletcher, pastor; A. B. Love, reporter. xyxy=(754,634,986,1017)
realestate-listing: 4350 Enright. 9 rooms; bath. Modern. xyxy=(257,200,427,213)
lesson-heading: LESSON FOR SEPTEMBER 4 xyxy=(995,330,1227,350)
eloso-city: ST. LOUIS, MO. xyxy=(1503,465,1588,478)
realestate-listing: 4300 Enright. 9 rooms; bath; modern. xyxy=(257,286,426,299)
lesson-paragraph: IV. Preaching in Thessalonica (vv. 17:1-9). xyxy=(995,1388,1196,1402)
church-text: Seven Church Union met on its usual meeting night at 1309 Biddle St., at Morning Star Baptist Church. Scripture read by Rev. Robinson, Isaiah 58. Song by Rev. B. Robinson. Lord, I'd come to. Then a sinner all delight. Prayer by Brother Nichols. Next meeting at Bethel Baptist Church, 4251 Poplar St. Rev. J. A. Alexander will preside. Collection, $8.46. Rev. A. Robinson, Pres.; Sister M. Howard, reporter. xyxy=(507,1167,745,1276)
classified-ad: FOR RENT—Nicely furnished room with all conveniences. 4062 West Belle. Lindell 6771. (8-19-4) xyxy=(44,2026,250,2067)
realestate-listing: 43XX Garfield. 2 story brick. 5 rooms. xyxy=(257,551,432,564)
classified-ad: FOR RENT—Furnished two connecting rooms; hot room and kitchenette, second floor; couple preferred. 2963 Pine St. Phone Bomont 238. (9-24) xyxy=(44,615,250,669)
lesson-paragraph: PRIMARY TOPIC—God Takes Care of Paul and Silas. xyxy=(995,447,1227,474)
lesson-paragraph: The jailer's sympathy did not go out very far for the prisoners, for after they were made secure he went to sleep. The earthquake suddenly aroused him. He was about to kill himself, whereupon Paul assured him that the prisoners were all safe. This was too much for him. What he had heard of their preaching and now what he had experienced caused him to come as a humble inquirer after salvation. Paul clearly pointed out the way to be saved—Believe on the Lord Jesus Christ. The word "believe" means to yield to and fully obey. The proof that the jailer was saved is threefold: xyxy=(995,1039,1227,1203)
church-name: UNION MEMORIAL M. E. xyxy=(560,748,693,762)
lesson-paragraph: 2. Their behavior in jail (v. 25). They were praying and singing hymns to God. It seems quite natural that they should pray under such conditions, but to sing hymns under such circumstances is astonishing to all who have not come into possession of the peace of God through Christ. Even with their backs lacerated and smarting, and feet fast in stocks compelling the most painful attitude in the dungeon darkness of the inner prison, with a morrow before them filled with extreme uncertainty, their hearts went up to God in gratitude. xyxy=(995,796,1227,960)
santal-line3: PURITY xyxy=(1317,1854,1356,1865)
realestate-ad: FOR RENT—Two large front rooms neatly furnished for married couple without children. 4126 Cook. (8-12-4) xyxy=(257,863,498,904)
lilly-side2: Found in xyxy=(1245,574,1290,588)
forsale-item: 4243 Finney. 5-6 room flat excellent store. rent $96 per month. $5000- $1000 cash. Fine business investment. xyxy=(257,1028,498,1069)
church-text: The Spiritual Christian Union Church, 2727 Lawton avenue, holds divine spiritual services every Sunday, Friday and Tuesday with sermon and demonstrations of the spirit forces. All services begin promptly at 8 p.m. J. S. Weatherford, rector, assisted by L. Cooper, secretary. (6-25-indf.) xyxy=(507,347,745,428)
section-heading: MT. CALVARY BAPTIST CHURCH xyxy=(780,601,961,616)
smith-college-ad xyxy=(1236,735,1659,1063)
lesson-paragraph: REFERENCE MATERIAL—I and II Thess. xyxy=(995,429,1194,443)
